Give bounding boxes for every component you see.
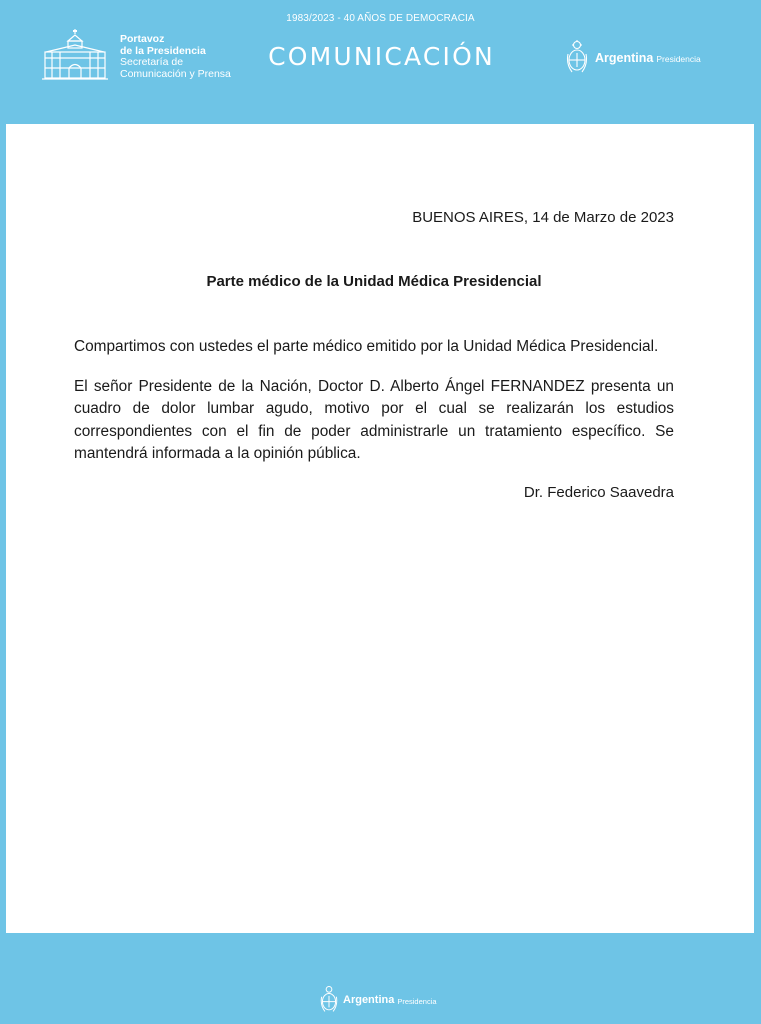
document-date: BUENOS AIRES, 14 de Marzo de 2023 — [412, 209, 674, 226]
document-paragraph-1: Compartimos con ustedes el parte médico emitido por la Unidad Médica Presidencial. — [74, 338, 659, 355]
portavoz-line4: Comunicación y Prensa — [120, 67, 231, 80]
coat-of-arms-icon — [320, 984, 338, 1016]
document-signature: Dr. Federico Saavedra — [523, 484, 674, 501]
portavoz-line1: Portavoz — [120, 33, 165, 45]
document-page — [6, 124, 754, 933]
document-title: Parte médico de la Unidad Médica Presidencial — [206, 273, 542, 290]
brand-name: Argentina — [595, 51, 654, 65]
democracy-tagline: 1983/2023 - 40 AÑOS DE DEMOCRACIA — [286, 13, 475, 24]
brand-sub: Presidencia — [656, 54, 701, 64]
document-paragraph-2: El señor Presidente de la Nación, Doctor D. Alberto Ángel FERNANDEZ presenta un cuadro de dolor lumbar agudo, motivo por el cual se realizarán los estudios correspondientes con el fin de poder administrarle un tratamiento específico. Se mantendrá informada a la opinión pública. — [74, 378, 674, 462]
footer-logo — [320, 983, 437, 1017]
portavoz-line3: Secretaría de — [120, 56, 184, 68]
header — [0, 0, 761, 124]
footer-brand-sub: Presidencia — [397, 996, 437, 1006]
coat-of-arms-icon — [566, 40, 588, 76]
footer-brand-name: Argentina — [343, 994, 395, 1006]
page-title: COMUNICACIÓN — [268, 42, 495, 71]
portavoz-line2: de la Presidencia — [120, 44, 206, 57]
argentina-presidencia-logo — [566, 38, 701, 78]
